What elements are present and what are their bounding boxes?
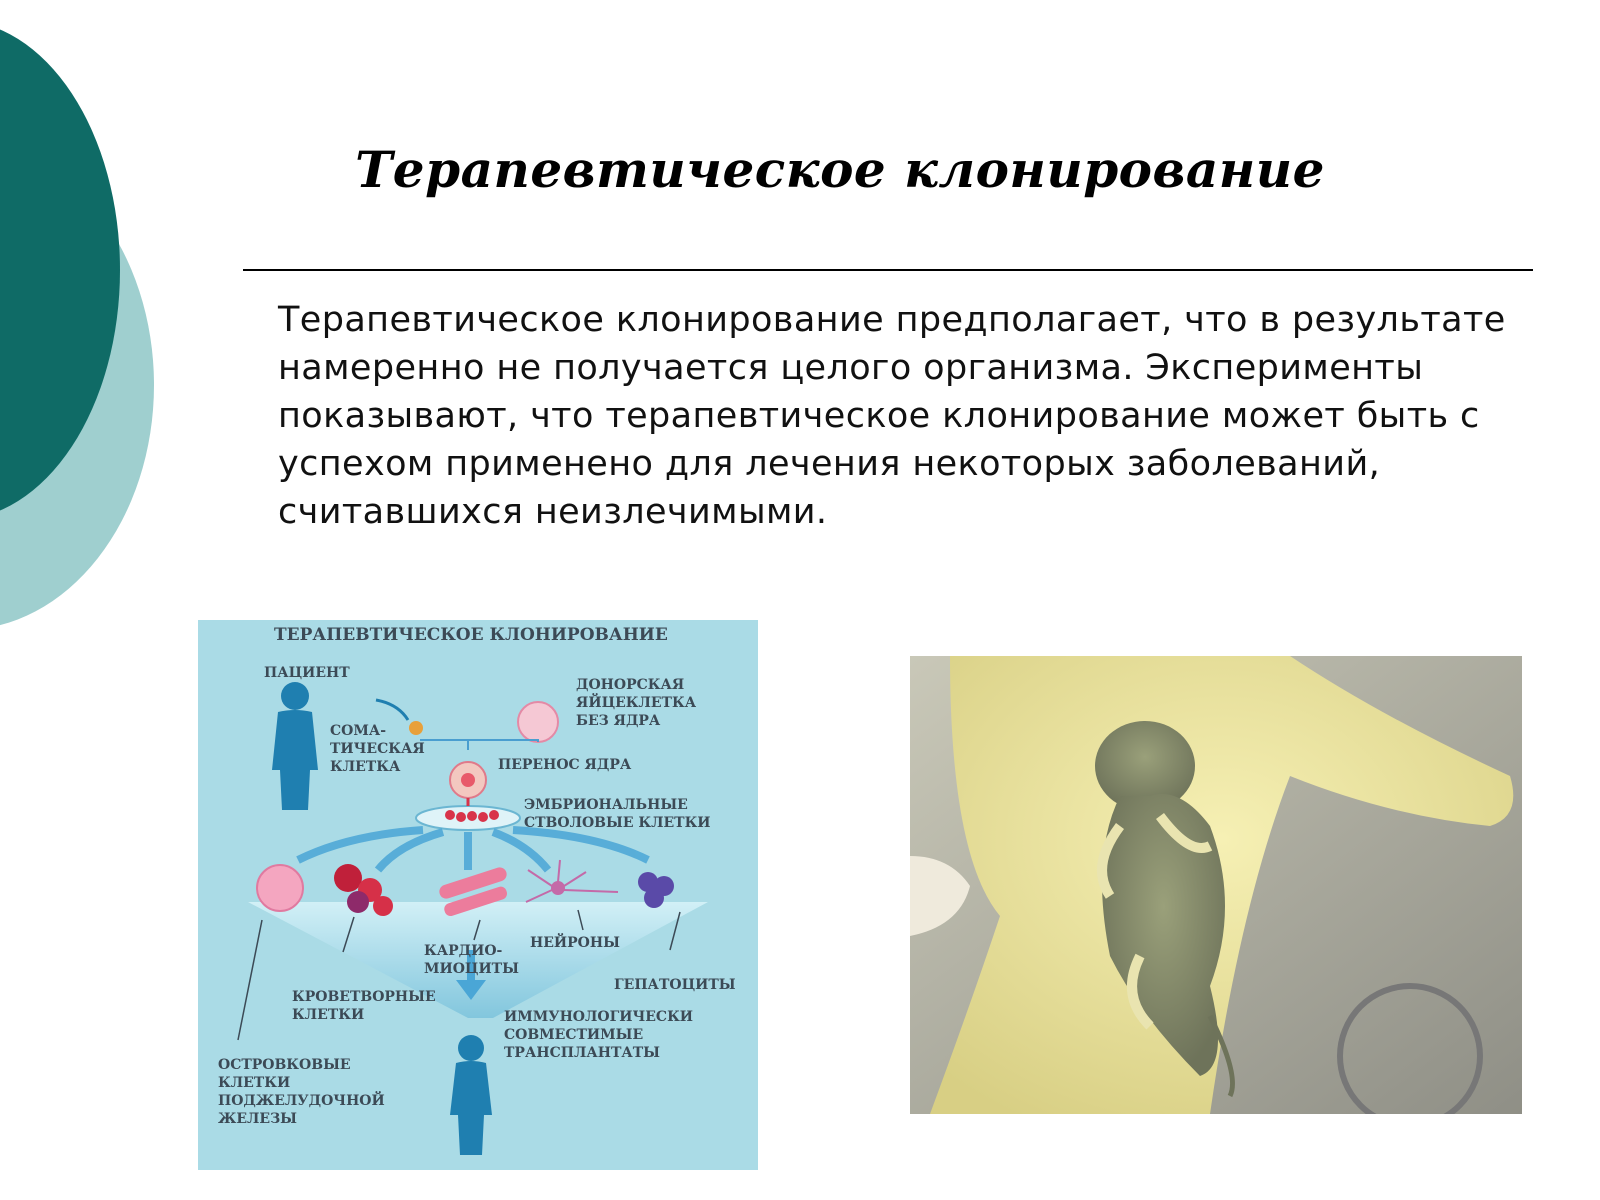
diagram-title: ТЕРАПЕВТИЧЕСКОЕ КЛОНИРОВАНИЕ [274, 625, 668, 645]
embryo-photo [910, 656, 1522, 1114]
label-hepatocytes: ГЕПАТОЦИТЫ [614, 977, 736, 993]
label-stem-cells: ЭМБРИОНАЛЬНЫЕ СТВОЛОВЫЕ КЛЕТКИ [524, 797, 711, 831]
slide-title: Терапевтическое клонирование [355, 140, 1325, 199]
title-divider [243, 269, 1533, 271]
cloning-diagram [198, 620, 758, 1170]
recipient-figure [450, 1035, 492, 1155]
label-cardiomyocytes: КАРДИО- МИОЦИТЫ [424, 943, 519, 977]
label-donor-egg: ДОНОРСКАЯ ЯЙЦЕКЛЕТКА БЕЗ ЯДРА [576, 677, 697, 729]
label-islet-cells: ОСТРОВКОВЫЕ КЛЕТКИ ПОДЖЕЛУДОЧНОЙ ЖЕЛЕЗЫ [218, 1057, 385, 1127]
label-transplants: ИММУНОЛОГИЧЕСКИ СОВМЕСТИМЫЕ ТРАНСПЛАНТАТЫ [504, 1009, 694, 1061]
slide-body-text: Терапевтическое клонирование предполагает, что в результате намеренно не получается целого организма. Эксперименты показывают, что терапевтическое клонирование может быть с успехом применено для лечения некоторых заболеваний, считавшихся неизлечимыми. [278, 300, 1506, 532]
label-patient: ПАЦИЕНТ [264, 665, 350, 681]
label-neurons: НЕЙРОНЫ [530, 935, 620, 951]
islet-cell-graphic [257, 865, 303, 911]
patient-figure [272, 682, 318, 810]
embryo-photo-graphic [910, 656, 1522, 1114]
differentiation-arrows [298, 830, 648, 870]
label-hematopoietic: КРОВЕТВОРНЫЕ КЛЕТКИ [292, 989, 436, 1023]
label-nuclear-transfer: ПЕРЕНОС ЯДРА [498, 757, 632, 773]
donor-egg [518, 702, 558, 742]
label-somatic-cell: СОМА- ТИЧЕСКАЯ КЛЕТКА [330, 723, 425, 775]
